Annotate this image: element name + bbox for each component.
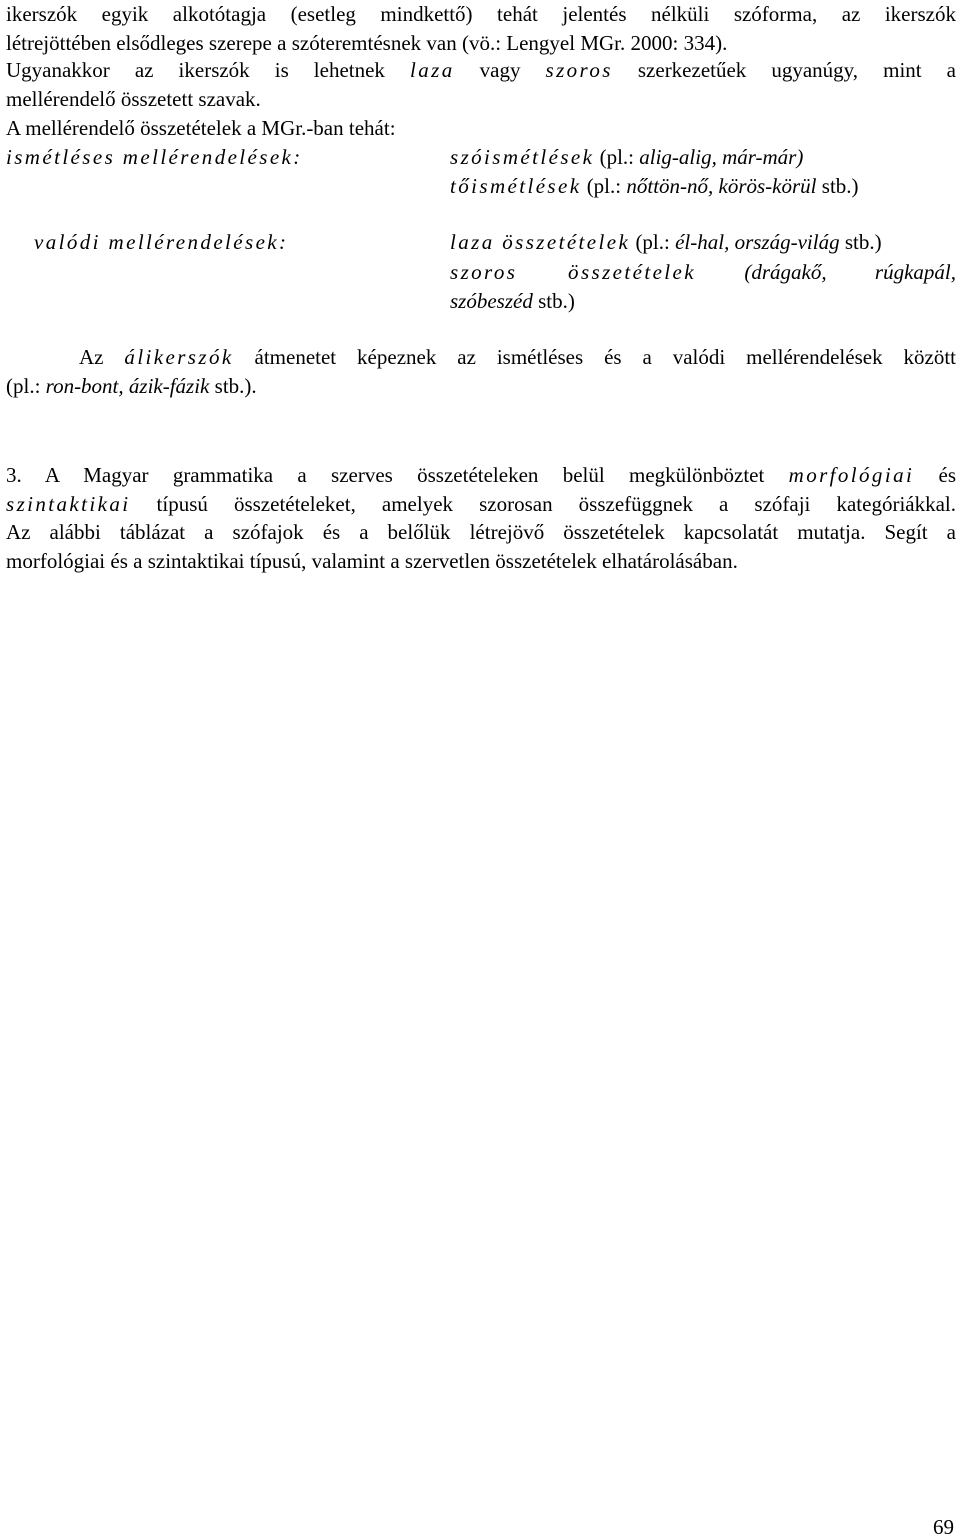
- examples: alig-alig, már-már): [639, 145, 804, 169]
- valodi-label: valódi mellérendelések:: [34, 230, 289, 254]
- examples: él-hal, ország-világ: [675, 230, 840, 254]
- text: Az: [79, 345, 125, 369]
- text: (pl.:: [630, 230, 676, 254]
- term-szoros: szoros: [545, 58, 613, 82]
- term: laza összetételek: [450, 230, 631, 254]
- section3-line-4: morfológiai és a szintaktikai típusú, valamint a szervetlen összetételek elhatárolásában.: [6, 549, 738, 573]
- text: stb.).: [209, 374, 257, 398]
- examples: nőttön-nő, körös-körül: [626, 174, 817, 198]
- intro-line-5: A mellérendelő összetételek a MGr.-ban tehát:: [6, 116, 396, 140]
- intro-line-2: létrejöttében elsődleges szerepe a szóteremtésnek van (vö.: Lengyel MGr. 2000: 334).: [6, 31, 728, 55]
- intro-line-4: mellérendelő összetett szavak.: [6, 87, 261, 111]
- examples: ron-bont, ázik-fázik: [45, 374, 210, 398]
- text: (pl.:: [594, 145, 640, 169]
- szoros-osszetetelek-item: [450, 258, 956, 287]
- examples: (drágakő, rúgkapál,: [744, 260, 956, 284]
- alikerszok-line-1: [79, 343, 956, 372]
- text: stb.): [816, 174, 859, 198]
- intro-line-3: [6, 56, 956, 85]
- intro-line-1: ikerszók egyik alkotótagja (esetleg mindkettő) tehát jelentés nélküli szóforma, az ikerszók: [6, 2, 956, 26]
- text: (pl.:: [6, 374, 46, 398]
- szoros-osszetetelek-continued: [450, 287, 956, 316]
- laza-osszetetelek-item: [450, 228, 956, 257]
- text: vagy: [454, 58, 546, 82]
- toismetlesek-item: [450, 172, 956, 201]
- term: szoros összetételek: [450, 260, 696, 284]
- section3-line-2: [6, 490, 956, 519]
- text: stb.): [839, 230, 882, 254]
- term: tőismétlések: [450, 174, 582, 198]
- text: típusú összetételeket, amelyek szorosan összefüggnek a szófaji kategóriákkal.: [130, 492, 956, 516]
- text: Ugyanakkor az ikerszók is lehetnek: [6, 58, 410, 82]
- alikerszok-line-2: [6, 372, 956, 401]
- text: stb.): [532, 289, 575, 313]
- term-morfologiai: morfológiai: [788, 463, 915, 487]
- examples: szóbeszéd: [450, 289, 533, 313]
- section3-line-3: Az alábbi táblázat a szófajok és a belőlük létrejövő összetételek kapcsolatát mutatja. Segít a: [6, 520, 956, 544]
- term-laza: laza: [409, 58, 455, 82]
- term-alikerszok: álikerszók: [124, 345, 234, 369]
- text: 3. A Magyar grammatika a szerves összetételeken belül megkülönböztet: [6, 463, 789, 487]
- section3-line-1: [6, 461, 956, 490]
- text: és: [914, 463, 956, 487]
- term: szóismétlések: [450, 145, 595, 169]
- page-number: 69: [933, 1515, 954, 1539]
- ismetleses-label: ismétléses mellérendelések:: [6, 145, 303, 169]
- text: szerkezetűek ugyanúgy, mint a: [612, 58, 956, 82]
- szoismetlesek-item: [450, 143, 956, 172]
- term-szintaktikai: szintaktikai: [6, 492, 131, 516]
- text: (pl.:: [581, 174, 627, 198]
- text: átmenetet képeznek az ismétléses és a valódi mellérendelések között: [233, 345, 956, 369]
